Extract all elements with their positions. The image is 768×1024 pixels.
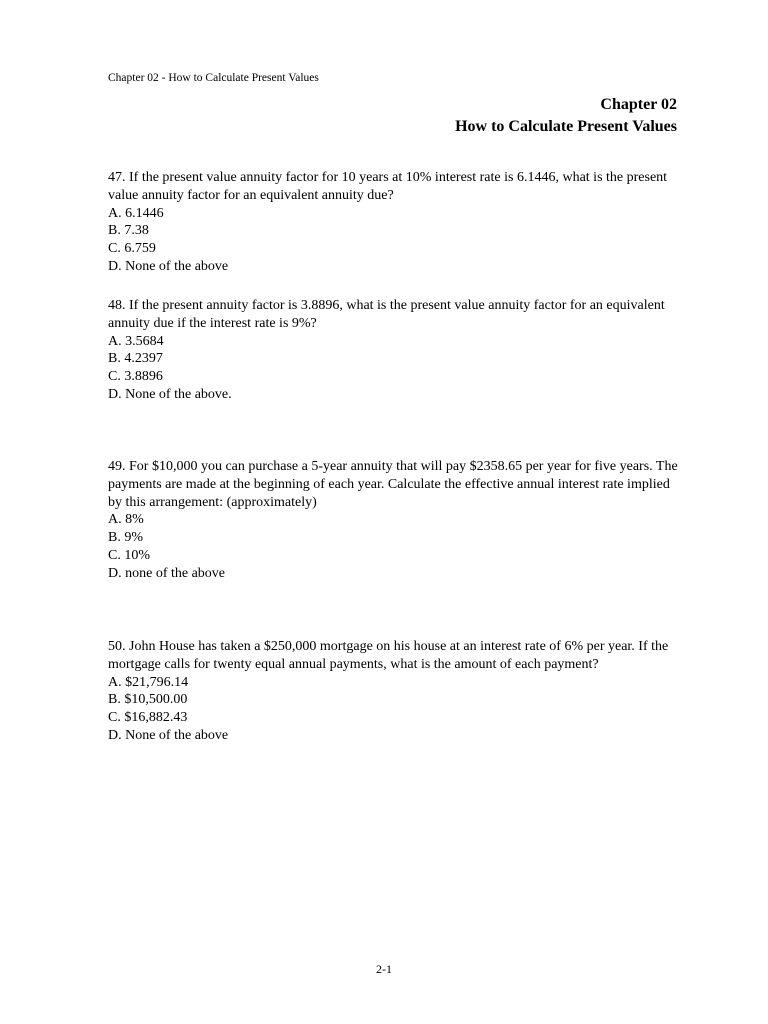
question-48 [108, 297, 678, 404]
running-header: Chapter 02 - How to Calculate Present Values [108, 72, 319, 84]
page-number: 2-1 [376, 962, 392, 976]
answer-option-a: A. $21,796.14 [108, 674, 189, 690]
answer-option-d: D. none of the above [108, 565, 226, 581]
answer-option-c: C. $16,882.43 [108, 710, 188, 726]
question-stem: 47. If the present value annuity factor for 10 years at 10% interest rate is 6.1446, what is the present value annuity factor for an equivalent annuity due? [108, 170, 668, 203]
question-47 [108, 169, 678, 276]
answer-option-a: A. 6.1446 [108, 205, 164, 221]
answer-option-d: D. None of the above [108, 727, 229, 743]
question-stem: 48. If the present annuity factor is 3.8896, what is the present value annuity factor for an equivalent annuity due if the interest rate is 9%? [108, 298, 665, 331]
answer-options [108, 674, 678, 745]
answer-option-d: D. None of the above [108, 258, 229, 274]
question-49 [108, 458, 678, 583]
chapter-subtitle: How to Calculate Present Values [455, 118, 677, 135]
answer-options [108, 511, 678, 582]
answer-option-b: B. $10,500.00 [108, 692, 188, 708]
answer-option-c: C. 10% [108, 547, 150, 563]
question-stem: 49. For $10,000 you can purchase a 5-year annuity that will pay $2358.65 per year for five years. The payments are made at the beginning of each year. Calculate the effective annual interest rate implied by this arrangement: (approximately) [108, 459, 678, 510]
question-50 [108, 638, 678, 745]
answer-option-b: B. 4.2397 [108, 351, 163, 367]
answer-option-c: C. 3.8896 [108, 369, 163, 385]
answer-option-c: C. 6.759 [108, 241, 156, 257]
chapter-title-block [455, 94, 677, 138]
answer-options [108, 205, 678, 276]
answer-option-a: A. 3.5684 [108, 333, 164, 349]
answer-options [108, 333, 678, 404]
answer-option-d: D. None of the above. [108, 386, 232, 402]
answer-option-a: A. 8% [108, 512, 144, 528]
question-stem: 50. John House has taken a $250,000 mortgage on his house at an interest rate of 6% per year. If the mortgage calls for twenty equal annual payments, what is the amount of each payment? [108, 639, 669, 672]
answer-option-b: B. 7.38 [108, 223, 149, 239]
answer-option-b: B. 9% [108, 530, 143, 546]
chapter-number: Chapter 02 [600, 96, 677, 113]
